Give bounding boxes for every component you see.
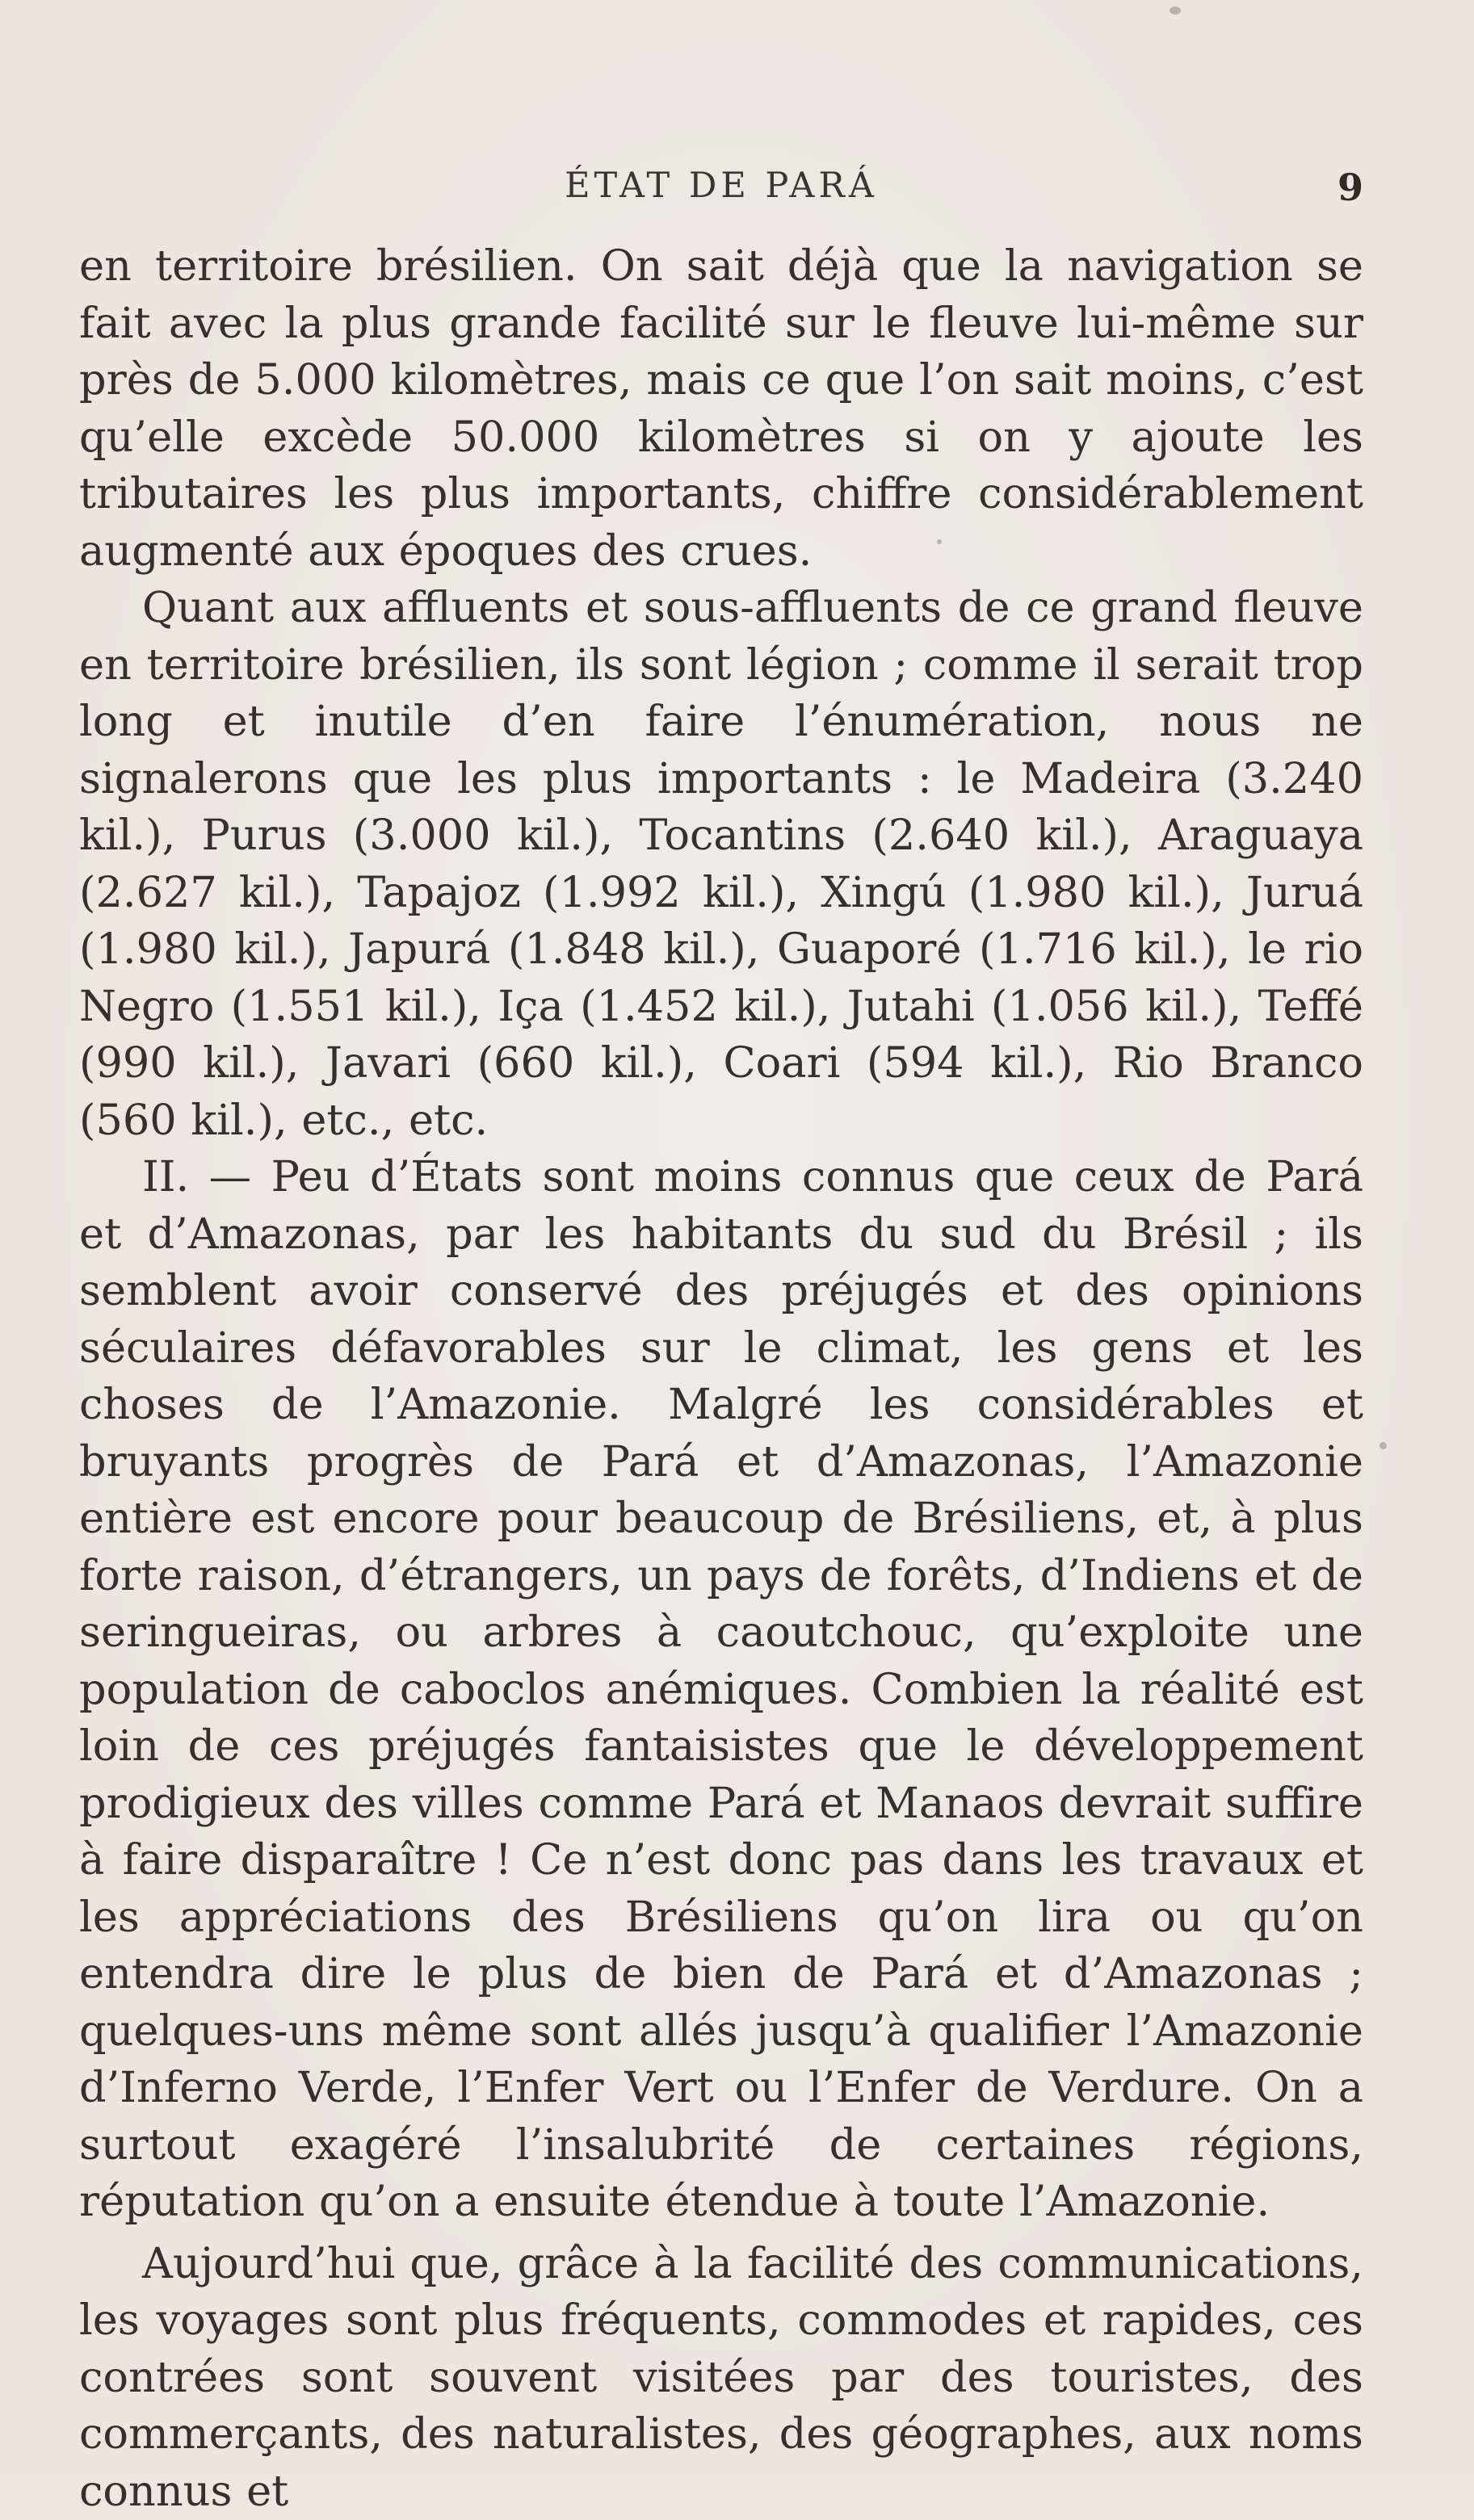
paragraph-affluents: Quant aux affluents et sous-affluents de ce grand fleuve en territoire brésilien, ils sont légion ; comme il serait trop long et inutile d’en faire l’énumération, nous ne signalerons que les plus importants : le Madeira (3.240 kil.), Purus (3.000 kil.), Tocantins (2.640 kil.), Araguaya (2.627 kil.), Tapajoz (1.992 kil.), Xingú (1.980 kil.), Juruá (1.980 kil.), Japurá (1.848 kil.), Guaporé (1.716 kil.), le rio Negro (1.551 kil.), Iça (1.452 kil.), Jutahi (1.056 kil.), Teffé (990 kil.), Javari (660 kil.), Coari (594 kil.), Rio Branco (560 kil.), etc., etc. xyxy=(79,580,1363,1149)
paragraph-continuation: en territoire brésilien. On sait déjà que la navigation se fait avec la plus grande facilité sur le fleuve lui-même sur près de 5.000 kilomètres, mais ce que l’on sait moins, c’est qu’elle excède 50.000 kilomètres si on y ajoute les tributaires les plus importants, chiffre considérablement augmenté aux époques des crues. xyxy=(79,238,1363,580)
running-title: ÉTAT DE PARÁ xyxy=(79,166,1363,206)
paper-speck xyxy=(1170,6,1181,15)
paper-speck xyxy=(937,539,942,544)
body-text xyxy=(79,238,1363,2520)
paragraph-aujourdhui: Aujourd’hui que, grâce à la facilité des communications, les voyages sont plus fréquents, commodes et rapides, ces contrées sont souvent visitées par des touristes, des commerçants, des naturalistes, des géographes, aux noms connus et xyxy=(79,2236,1363,2520)
paragraph-section-ii: II. — Peu d’États sont moins connus que ceux de Pará et d’Amazonas, par les habitants du sud du Brésil ; ils semblent avoir conservé des préjugés et des opinions séculaires défavorables sur le climat, les gens et les choses de l’Amazonie. Malgré les considérables et bruyants progrès de Pará et d’Amazonas, l’Amazonie entière est encore pour beaucoup de Brésiliens, et, à plus forte raison, d’étrangers, un pays de forêts, d’Indiens et de seringueiras, ou arbres à caoutchouc, qu’exploite une population de caboclos anémiques. Combien la réalité est loin de ces préjugés fantaisistes que le développement prodigieux des villes comme Pará et Manaos devrait suffire à faire disparaître ! Ce n’est donc pas dans les travaux et les appréciations des Brésiliens qu’on lira ou qu’on entendra dire le plus de bien de Pará et d’Amazonas ; quelques-uns même sont allés jusqu’à qualifier l’Amazonie d’Inferno Verde, l’Enfer Vert ou l’Enfer de Verdure. On a surtout exagéré l’insalubrité de certaines régions, réputation qu’on a ensuite étendue à toute l’Amazonie. xyxy=(79,1149,1363,2231)
page-number: 9 xyxy=(1338,166,1363,209)
running-head xyxy=(79,166,1363,214)
paper-speck xyxy=(1380,1442,1387,1449)
